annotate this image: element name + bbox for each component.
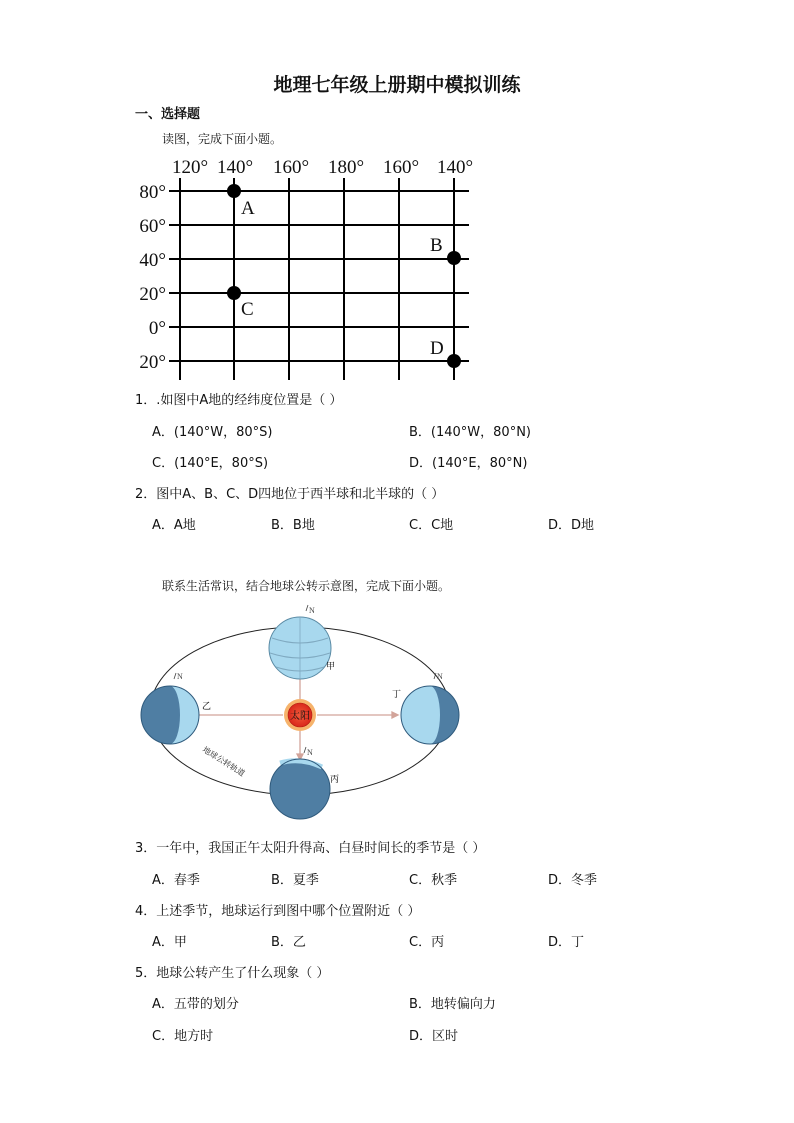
- question-5-option-c[interactable]: C．地方时: [152, 1029, 214, 1044]
- question-2-stem: 2．图中A、B、C、D四地位于西半球和北半球的（ ）: [135, 487, 445, 502]
- question-1-stem: 1．.如图中A地的经纬度位置是（ ）: [135, 393, 343, 408]
- question-5-stem: 5．地球公转产生了什么现象（ ）: [135, 966, 330, 981]
- section-heading: 一、选择题: [135, 107, 201, 122]
- question-2-option-c[interactable]: C．C地: [409, 518, 454, 533]
- point-c-label: C: [241, 299, 254, 320]
- instruction-2: 联系生活常识，结合地球公转示意图，完成下面小题。: [162, 579, 451, 593]
- point-a-marker: [227, 184, 241, 198]
- question-3-option-d[interactable]: D．冬季: [548, 873, 598, 888]
- top-label: 140°: [217, 157, 254, 178]
- lat-lon-grid-map: [125, 150, 485, 385]
- earth-ding-label: 丁: [392, 690, 402, 700]
- axis-n-label: N: [307, 748, 313, 757]
- question-1-option-d[interactable]: D．(140°E，80°N): [409, 456, 528, 471]
- left-label: 80°: [139, 182, 166, 203]
- question-2-option-d[interactable]: D．D地: [548, 518, 595, 533]
- point-d-marker: [447, 354, 461, 368]
- question-4-option-d[interactable]: D．丁: [548, 935, 585, 950]
- earth-yi: [141, 686, 199, 744]
- earth-bing-label: 丙: [330, 775, 340, 785]
- top-label: 160°: [383, 157, 420, 178]
- top-label: 140°: [437, 157, 474, 178]
- earth-jia: [269, 617, 331, 679]
- top-label: 120°: [172, 157, 209, 178]
- sun-label: 太阳: [290, 711, 310, 722]
- axis-n-label: N: [309, 606, 315, 615]
- point-a-label: A: [241, 198, 255, 219]
- point-c-marker: [227, 286, 241, 300]
- question-5-option-d[interactable]: D．区时: [409, 1029, 459, 1044]
- question-2-option-a[interactable]: A．A地: [152, 518, 196, 533]
- left-label: 40°: [139, 250, 166, 271]
- left-label: 20°: [139, 352, 166, 373]
- earth-ding: [401, 686, 459, 744]
- earth-bing: [270, 759, 330, 819]
- earth-revolution-diagram: [130, 603, 470, 823]
- question-4-option-a[interactable]: A．甲: [152, 935, 187, 950]
- question-1-option-b[interactable]: B．(140°W，80°N): [409, 425, 531, 440]
- left-label: 60°: [139, 216, 166, 237]
- point-d-label: D: [430, 338, 444, 359]
- top-label: 180°: [328, 157, 365, 178]
- question-2-option-b[interactable]: B．B地: [271, 518, 315, 533]
- question-1-option-a[interactable]: A．(140°W，80°S): [152, 425, 273, 440]
- left-label: 0°: [148, 318, 166, 339]
- axis-n-label: N: [177, 672, 183, 681]
- question-4-option-c[interactable]: C．丙: [409, 935, 445, 950]
- orbit-label: 地球公转轨道: [200, 745, 247, 779]
- question-5-option-b[interactable]: B．地转偏向力: [409, 997, 496, 1012]
- question-3-option-c[interactable]: C．秋季: [409, 873, 458, 888]
- left-label: 20°: [139, 284, 166, 305]
- question-3-option-a[interactable]: A．春季: [152, 873, 200, 888]
- page-title: 地理七年级上册期中模拟训练: [273, 74, 521, 96]
- question-1-option-c[interactable]: C．(140°E，80°S): [152, 456, 269, 471]
- earth-yi-label: 乙: [202, 702, 212, 712]
- axis-n-label: N: [437, 672, 443, 681]
- point-b-marker: [447, 251, 461, 265]
- earth-jia-label: 甲: [326, 662, 336, 672]
- question-4-stem: 4．上述季节，地球运行到图中哪个位置附近（ ）: [135, 904, 421, 919]
- top-label: 160°: [273, 157, 310, 178]
- question-3-stem: 3．一年中，我国正午太阳升得高、白昼时间长的季节是（ ）: [135, 841, 486, 856]
- question-3-option-b[interactable]: B．夏季: [271, 873, 319, 888]
- point-b-label: B: [430, 235, 443, 256]
- question-4-option-b[interactable]: B．乙: [271, 935, 306, 950]
- instruction-1: 读图，完成下面小题。: [162, 132, 283, 146]
- question-5-option-a[interactable]: A．五带的划分: [152, 997, 239, 1012]
